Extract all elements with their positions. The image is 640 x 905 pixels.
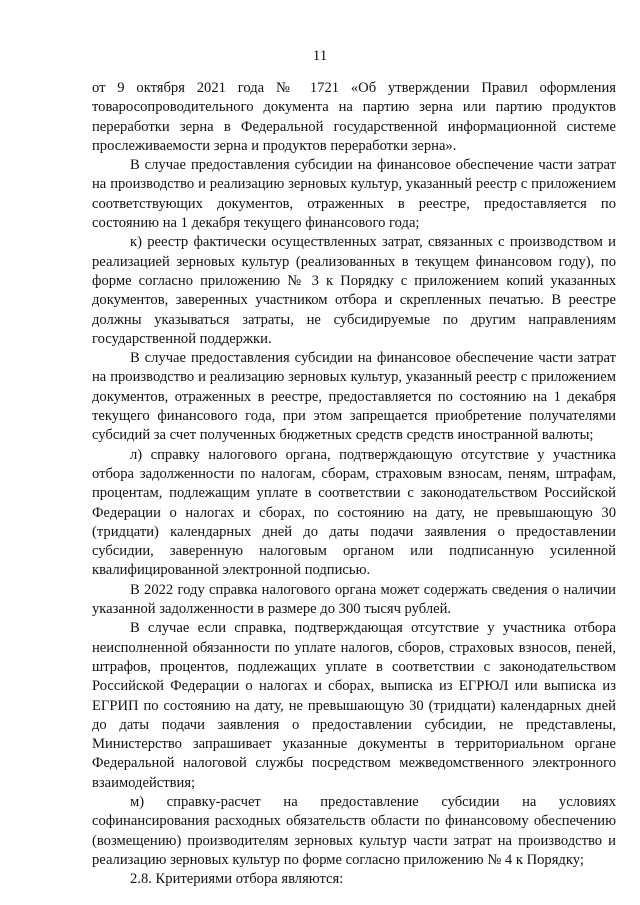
paragraph-item-m: м) справку-расчет на предоставление субсидии на условиях софинансирования расходных обязательств области по финансовому обеспечению (возмещению) производителям зерновых культур части затрат на производство и реализацию зерновых культур по форме согласно приложению № 4 к Порядку; <box>92 793 616 868</box>
paragraph-section-2-8: 2.8. Критериями отбора являются: <box>130 871 344 888</box>
paragraph-continuation: от 9 октября 2021 года № 1721 «Об утверждении Правил оформления товаросопроводительного документа на партию зерна или партию продуктов переработки зерна в Федеральной государственной информационной системе прослеживаемости зерна и продуктов переработки зерна». <box>92 80 616 154</box>
paragraph-subsidy-register-date: В случае предоставления субсидии на финансовое обеспечение части затрат на производство и реализацию зерновых культур, указанный реестр с приложением соответствующих документов, отраженных в реестре, предоставляется по состоянию на 1 декабря текущего финансового года; <box>92 157 616 232</box>
paragraph-subsidy-foreign-currency: В случае предоставления субсидии на финансовое обеспечение части затрат на производство и реализацию зерновых культур, указанный реестр с приложением документов, отраженных в реестре, предоставляется по состоянию на 1 декабря текущего финансового года, при этом запрещается приобретение получателями субсидий за счет полученных бюджетных средств средств иностранной валюты; <box>92 350 616 444</box>
paragraph-2022-tax-debt: В 2022 году справка налогового органа может содержать сведения о наличии указанной задолженности в размере до 300 тысяч рублей. <box>92 581 616 618</box>
paragraph-ministry-request: В случае если справка, подтверждающая отсутствие у участника отбора неисполненной обязанности по уплате налогов, сборов, страховых взносов, пеней, штрафов, процентов, подлежащих уплате в соответствии с законодательством Российской Федерации о налогах и сборах, выписка из ЕГРЮЛ или выписка из ЕГРИП по состоянию на дату, не превышающую 30 (тридцати) календарных дней до даты подачи заявления о предоставлении субсидии, не представлены, Министерство запрашивает указанные документы в территориальном органе Федеральной налоговой службы посредством межведомственного электронного взаимодействия; <box>92 620 616 791</box>
document-body <box>92 79 616 889</box>
paragraph-item-l: л) справку налогового органа, подтверждающую отсутствие у участника отбора задолженности по налогам, сборам, страховым взносам, пеням, штрафам, процентам, подлежащим уплате в соответствии с законодательством Российской Федерации о налогах и сборах, по состоянию на дату, не превышающую 30 (тридцати) календарных дней до даты подачи заявления о предоставлении субсидии, заверенную налоговым органом или подписанную усиленной квалифицированной электронной подписью. <box>92 446 616 579</box>
page-number: 11 <box>312 48 328 64</box>
paragraph-item-k: к) реестр фактически осуществленных затрат, связанных с производством и реализацией зерновых культур (реализованных в текущем финансовом году), по форме согласно приложению № 3 к Порядку с приложением копий указанных документов, заверенных участником отбора и скрепленных печатью. В реестре должны указываться затраты, не субсидируемые по другим направлениям государственной поддержки. <box>92 234 616 347</box>
